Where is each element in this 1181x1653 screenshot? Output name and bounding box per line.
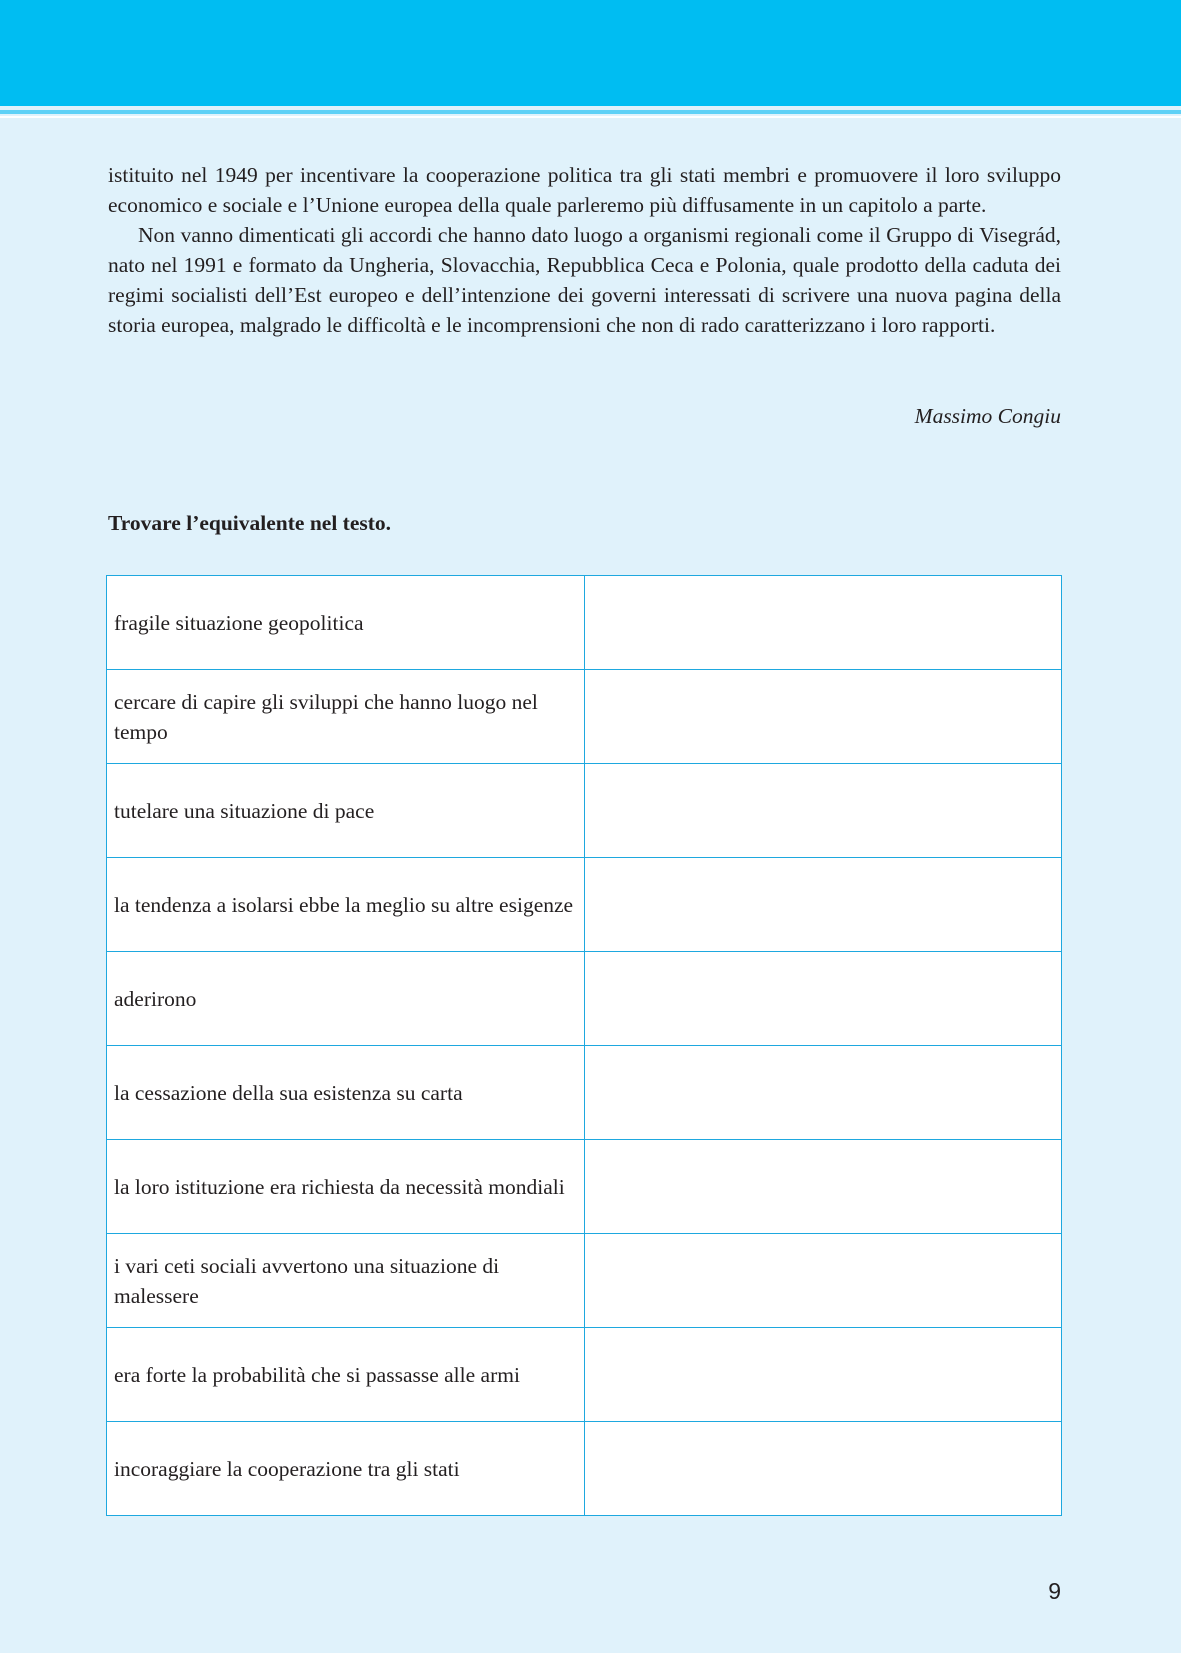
answer-cell[interactable] <box>585 1140 1062 1234</box>
answer-cell[interactable] <box>585 764 1062 858</box>
phrase-cell: aderirono <box>107 952 585 1046</box>
table-row <box>107 1140 1062 1234</box>
phrase-cell: tutelare una situazione di pace <box>107 764 585 858</box>
page-number: 9 <box>1048 1578 1061 1604</box>
table-row <box>107 1422 1062 1516</box>
answer-cell[interactable] <box>585 1046 1062 1140</box>
answer-cell[interactable] <box>585 1422 1062 1516</box>
answer-cell[interactable] <box>585 1234 1062 1328</box>
table-row <box>107 952 1062 1046</box>
phrase-cell: fragile situazione geopolitica <box>107 576 585 670</box>
phrase-cell: la loro istituzione era richiesta da necessità mondiali <box>107 1140 585 1234</box>
phrase-cell: cercare di capire gli sviluppi che hanno luogo nel tempo <box>107 670 585 764</box>
answer-cell[interactable] <box>585 670 1062 764</box>
answer-cell[interactable] <box>585 952 1062 1046</box>
table-row <box>107 858 1062 952</box>
answer-cell[interactable] <box>585 858 1062 952</box>
equivalence-table <box>106 575 1062 1516</box>
author-signature: Massimo Congiu <box>914 404 1061 428</box>
body-text <box>108 160 1061 340</box>
answer-cell[interactable] <box>585 576 1062 670</box>
header-stripe-light <box>0 116 1181 118</box>
table-row <box>107 670 1062 764</box>
paragraph-2: Non vanno dimenticati gli accordi che hanno dato luogo a organismi regionali come il Gruppo di Visegrád, nato nel 1991 e formato da Ungheria, Slovacchia, Repubblica Ceca e Polonia, quale prodotto della caduta dei regimi socialisti dell’Est europeo e dell’intenzione dei governi interessati di scrivere una nuova pagina della storia europea, malgrado le difficoltà e le incomprensioni che non di rado caratterizzano i loro rapporti. <box>108 223 1061 337</box>
phrase-cell: incoraggiare la cooperazione tra gli stati <box>107 1422 585 1516</box>
table-row <box>107 576 1062 670</box>
paragraph-1: istituito nel 1949 per incentivare la cooperazione politica tra gli stati membri e promuovere il loro sviluppo economico e sociale e l’Unione europea della quale parleremo più diffusamente in un capitolo a parte. <box>108 163 1061 217</box>
table-row <box>107 1328 1062 1422</box>
phrase-cell: la tendenza a isolarsi ebbe la meglio su altre esigenze <box>107 858 585 952</box>
table-row <box>107 1234 1062 1328</box>
phrase-cell: la cessazione della sua esistenza su carta <box>107 1046 585 1140</box>
answer-cell[interactable] <box>585 1328 1062 1422</box>
phrase-cell: era forte la probabilità che si passasse alle armi <box>107 1328 585 1422</box>
exercise-title: Trovare l’equivalente nel testo. <box>108 511 392 535</box>
phrase-cell: i vari ceti sociali avvertono una situazione di malessere <box>107 1234 585 1328</box>
table-row <box>107 764 1062 858</box>
header-band <box>0 0 1181 106</box>
header-stripe <box>0 110 1181 114</box>
table-row <box>107 1046 1062 1140</box>
